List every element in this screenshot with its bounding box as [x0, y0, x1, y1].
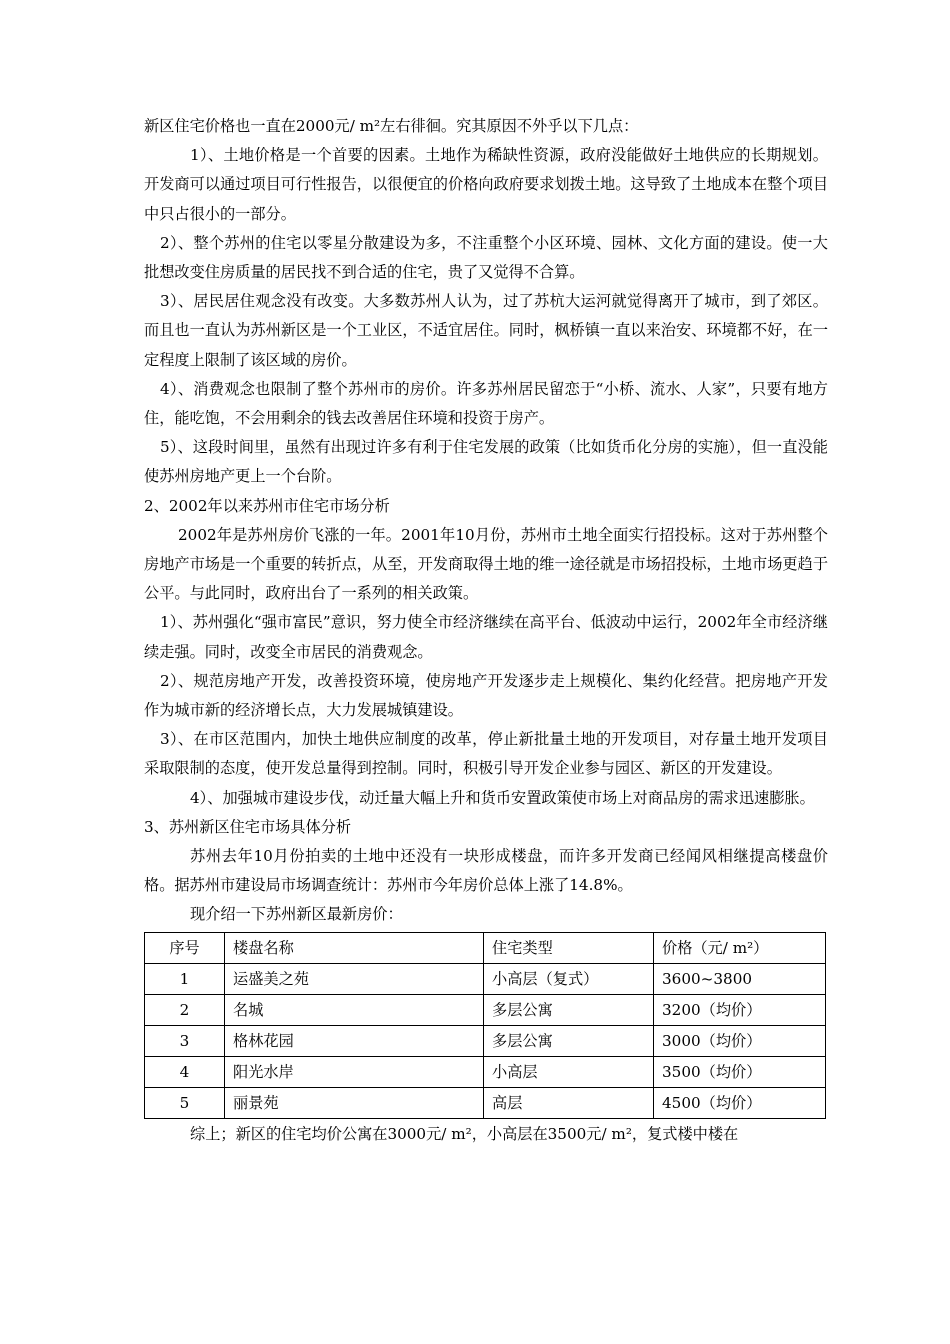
table-row [145, 994, 826, 1025]
header-cell: 楼盘名称 [225, 932, 484, 963]
list-item: 2）、整个苏州的住宅以零星分散建设为多，不注重整个小区环境、园林、文化方面的建设。使一大批想改变住房质量的居民找不到合适的住宅，贵了又觉得不合算。 [144, 233, 828, 282]
header-cell: 序号 [145, 932, 225, 963]
table-cell: 运盛美之苑 [225, 963, 484, 994]
table-cell: 名城 [225, 994, 484, 1025]
table-cell: 丽景苑 [225, 1087, 484, 1118]
table-cell: 小高层 [484, 1056, 654, 1087]
table-cell: 小高层（复式） [484, 963, 654, 994]
list-item: 4）、消费观念也限制了整个苏州市的房价。许多苏州居民留恋于“小桥、流水、人家”，只要有地方住，能吃饱，不会用剩余的钱去改善居住环境和投资于房产。 [144, 379, 828, 428]
price-table [144, 932, 826, 1119]
table-cell: 1 [145, 963, 225, 994]
list-item: 3）、在市区范围内，加快土地供应制度的改革，停止新批量土地的开发项目，对存量土地开发项目采取限制的态度，使开发总量得到控制。同时，积极引导开发企业参与园区、新区的开发建设。 [144, 730, 828, 778]
list-item: 4）、加强城市建设步伐，动迁量大幅上升和货币安置政策使市场上对商品房的需求迅速膨胀。 [190, 788, 815, 807]
table-cell: 3600~3800 [654, 963, 826, 994]
table-cell: 多层公寓 [484, 1025, 654, 1056]
paragraph: 新区住宅价格也一直在2000元/ m²左右徘徊。究其原因不外乎以下几点： [144, 117, 639, 135]
table-cell: 2 [145, 994, 225, 1025]
list-item: 5）、这段时间里，虽然有出现过许多有利于住宅发展的政策（比如货币化分房的实施），但一直没能使苏州房地产更上一个台阶。 [144, 438, 828, 486]
table-cell: 高层 [484, 1087, 654, 1118]
header-cell: 住宅类型 [484, 932, 654, 963]
table-header-row [145, 932, 826, 963]
list-item: 1）、苏州强化“强市富民”意识，努力使全市经济继续在高平台、低波动中运行，2002年全市经济继续走强。同时，改变全市居民的消费观念。 [144, 613, 828, 661]
table-cell: 5 [145, 1087, 225, 1118]
table-cell: 阳光水岸 [225, 1056, 484, 1087]
table-row [145, 1087, 826, 1118]
section-heading: 3、苏州新区住宅市场具体分析 [144, 817, 352, 836]
paragraph: 2002年是苏州房价飞涨的一年。2001年10月份，苏州市土地全面实行招投标。这对于苏州整个房地产市场是一个重要的转折点，从至，开发商取得土地的维一途径就是市场招投标，土地市场更趋于公平。与此同时，政府出台了一系列的相关政策。 [144, 525, 828, 603]
table-cell: 3500（均价） [654, 1056, 826, 1087]
table-row [145, 963, 826, 994]
document-page [144, 112, 828, 1149]
paragraph: 苏州去年10月份拍卖的土地中还没有一块形成楼盘，而许多开发商已经闻风相继提高楼盘价格。据苏州市建设局市场调查统计：苏州市今年房价总体上涨了14.8%。 [144, 847, 828, 895]
table-cell: 4500（均价） [654, 1087, 826, 1118]
table-cell: 格林花园 [225, 1025, 484, 1056]
table-row [145, 1056, 826, 1087]
list-item: 2）、规范房地产开发，改善投资环境，使房地产开发逐步走上规模化、集约化经营。把房地产开发作为城市新的经济增长点，大力发展城镇建设。 [144, 671, 828, 720]
list-item: 3）、居民居住观念没有改变。大多数苏州人认为，过了苏杭大运河就觉得离开了城市，到了郊区。而且也一直认为苏州新区是一个工业区，不适宜居住。同时，枫桥镇一直以来治安、环境都不好，在一定程度上限制了该区域的房价。 [144, 292, 828, 369]
table-cell: 3 [145, 1025, 225, 1056]
list-item: 1）、土地价格是一个首要的因素。土地作为稀缺性资源，政府没能做好土地供应的长期规划。开发商可以通过项目可行性报告，以很便宜的价格向政府要求划拨土地。这导致了土地成本在整个项目中只占很小的一部分。 [144, 146, 828, 223]
section-heading: 2、2002年以来苏州市住宅市场分析 [144, 496, 390, 515]
header-cell: 价格（元/ m²） [654, 932, 826, 963]
table-cell: 3000（均价） [654, 1025, 826, 1056]
table-cell: 多层公寓 [484, 994, 654, 1025]
paragraph: 现介绍一下苏州新区最新房价： [190, 905, 403, 924]
table-cell: 4 [145, 1056, 225, 1087]
table-cell: 3200（均价） [654, 994, 826, 1025]
paragraph: 综上；新区的住宅均价公寓在3000元/ m²，小高层在3500元/ m²，复式楼中楼在 [190, 1124, 739, 1143]
table-row [145, 1025, 826, 1056]
